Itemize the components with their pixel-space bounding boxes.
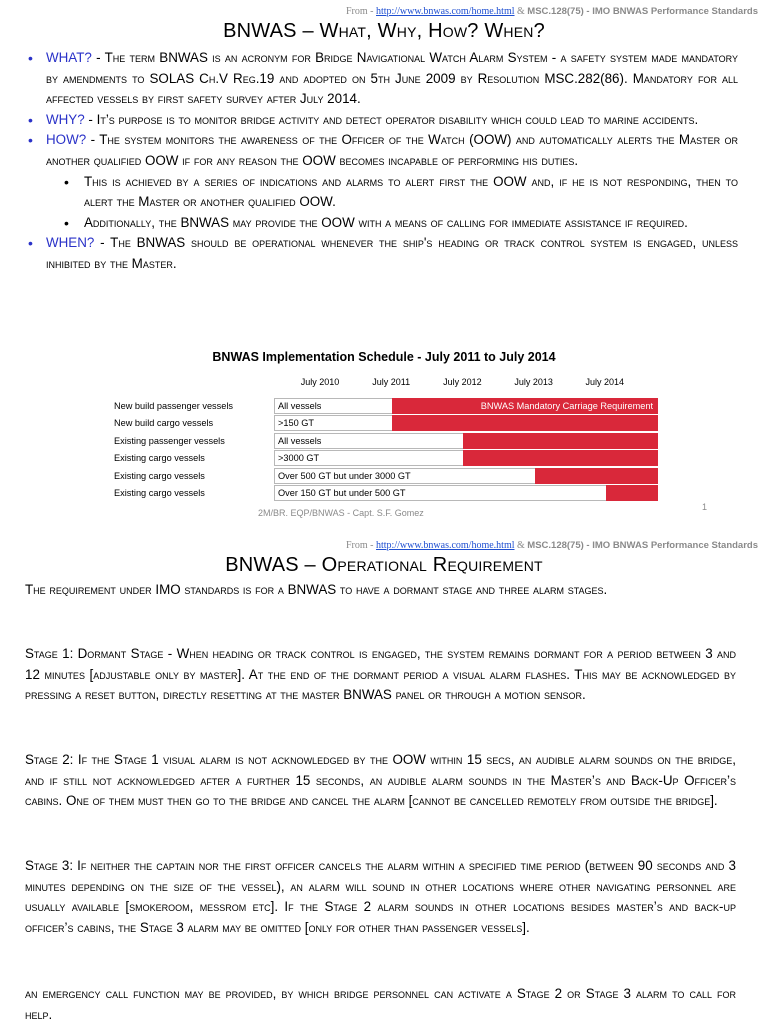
row-category-label: New build passenger vessels (114, 401, 233, 411)
bullet-why (24, 110, 738, 131)
source-amp: & (514, 540, 528, 551)
slide-title: BNWAS – Operational Requirement (225, 554, 543, 576)
year-tick-label: July 2012 (443, 377, 482, 387)
mandatory-requirement-label: BNWAS Mandatory Carriage Requirement (480, 401, 653, 411)
bullet-text: - The system monitors the awareness of the Officer of the Watch (OOW) and automatically alerts the Master or another qualified OOW if for any reason the OOW becomes incapable of performing his duties. (46, 132, 738, 168)
bullet-keyword: HOW? (46, 132, 87, 148)
stage1-paragraph: Stage 1: Dormant Stage - When heading or track control is engaged, the system remains dormant for a period between 3 and 12 minutes [adjustable only by master]. At the end of the dormant period a visual alarm flashes. This may be acknowledged by pressing a reset button, directly resetting at the master BNWAS panel or through a motion sensor. (25, 646, 736, 703)
year-tick-label: July 2010 (300, 377, 340, 387)
row-category-label: Existing cargo vessels (114, 488, 205, 498)
sub-bullet: • This is achieved by a series of indications and alarms to alert first the OOW and, if he is not responding, then to alert the Master or another qualified OOW. (62, 172, 738, 213)
bullet-how (24, 130, 738, 233)
bullet-when (24, 233, 738, 274)
source-prefix: From - (346, 6, 376, 17)
row-applies-to: All vessels (278, 401, 322, 411)
source-amp: & (514, 6, 528, 17)
intro-paragraph: The requirement under IMO standards is for a BNWAS to have a dormant stage and three alarm stages. (25, 582, 608, 597)
source-prefix: From - (346, 540, 376, 551)
stage2-paragraph: Stage 2: If the Stage 1 visual alarm is not acknowledged by the OOW within 15 secs, an audible alarm sounds on the bridge, and if still not acknowledged after a further 15 seconds, an audible alarm sounds in the Master’s and Back-Up Officer’s cabins. One of them must then go to the bridge and cancel the alarm [cannot be cancelled remotely from outside the bridge]. (25, 752, 736, 809)
year-tick-label: July 2013 (514, 377, 553, 387)
row-category-label: Existing cargo vessels (114, 453, 205, 464)
mandatory-period-bar (606, 485, 658, 501)
row-applies-to: Over 500 GT but under 3000 GT (278, 470, 411, 481)
bullet-keyword: WHAT? (46, 50, 92, 65)
schedule-row-bar (274, 415, 658, 431)
mandatory-period-bar (535, 468, 658, 484)
schedule-row-bar (274, 398, 658, 414)
bullet-text: - It’s purpose is to monitor bridge activity and detect operator disability which could lead to marine accidents. (84, 111, 699, 127)
sub-bullet-list (24, 172, 738, 234)
sub-bullet: • Additionally, the BNWAS may provide the OOW with a means of calling for immediate assistance if required. (62, 213, 738, 234)
chart-title: BNWAS Implementation Schedule - July 2011 to July 2014 (212, 350, 556, 364)
row-category-label: Existing cargo vessels (114, 470, 205, 481)
bullet-keyword: WHEN? (46, 235, 95, 251)
bullet-text: - The term BNWAS is an acronym for Bridge Navigational Watch Alarm System - a safety system made mandatory by amendments to SOLAS Ch.V Reg.19 and adopted on 5th June 2009 by Resolution MSC.282(86). Mandatory for all affected vessels by first safety survey after July 2014. (46, 50, 738, 107)
bullet-list (24, 48, 738, 275)
source-link[interactable]: http://www.bnwas.com/home.html (376, 6, 515, 17)
slide-operational-requirement (0, 524, 768, 1024)
slide-title: BNWAS – What, Why, How? When? (223, 20, 545, 42)
source-line (346, 6, 758, 17)
row-applies-to: >3000 GT (278, 453, 320, 464)
row-category-label: New build cargo vessels (114, 418, 214, 429)
row-applies-to: All vessels (278, 435, 322, 446)
source-standard: MSC.128(75) - IMO BNWAS Performance Standards (527, 540, 758, 551)
year-tick-label: July 2014 (585, 377, 625, 387)
bullet-text: - The BNWAS should be operational whenever the ship's heading or track control system is engaged, unless inhibited by the Master. (46, 235, 738, 271)
mandatory-period-bar (463, 433, 658, 449)
stage3-paragraph: Stage 3: If neither the captain nor the first officer cancels the alarm within a specified time period (between 90 seconds and 3 minutes depending on the size of the vessel), an alarm will sound in other locations where other navigating personnel are usually available [smokeroom, messrom etc]. If the Stage 2 alarm sounds in other locations besides master’s and back-up officer’s cabins, the Stage 3 alarm may be omitted [only for other than passenger vessels]. (25, 858, 736, 935)
bullet-what (24, 48, 738, 110)
emergency-paragraph: an emergency call function may be provided, by which bridge personnel can activate a Stage 2 or Stage 3 alarm to call for help. (25, 986, 736, 1022)
mandatory-period-bar (463, 450, 658, 466)
row-applies-to: >150 GT (278, 418, 315, 429)
schedule-row-bar (274, 485, 658, 501)
mandatory-period-bar (392, 415, 658, 431)
row-category-label: Existing passenger vessels (114, 435, 225, 446)
source-standard: MSC.128(75) - IMO BNWAS Performance Standards (527, 6, 758, 17)
bullet-keyword: WHY? (46, 111, 85, 127)
footer-credit: 2M/BR. EQP/BNWAS - Capt. S.F. Gomez (258, 508, 424, 518)
schedule-row-bar (274, 468, 658, 484)
schedule-row-bar (274, 433, 658, 449)
year-tick-label: July 2011 (372, 377, 411, 387)
row-applies-to: Over 150 GT but under 500 GT (278, 488, 406, 498)
page-number: 1 (702, 502, 708, 512)
source-link[interactable]: http://www.bnwas.com/home.html (376, 540, 515, 551)
source-line (346, 540, 758, 551)
schedule-row-bar (274, 450, 658, 466)
